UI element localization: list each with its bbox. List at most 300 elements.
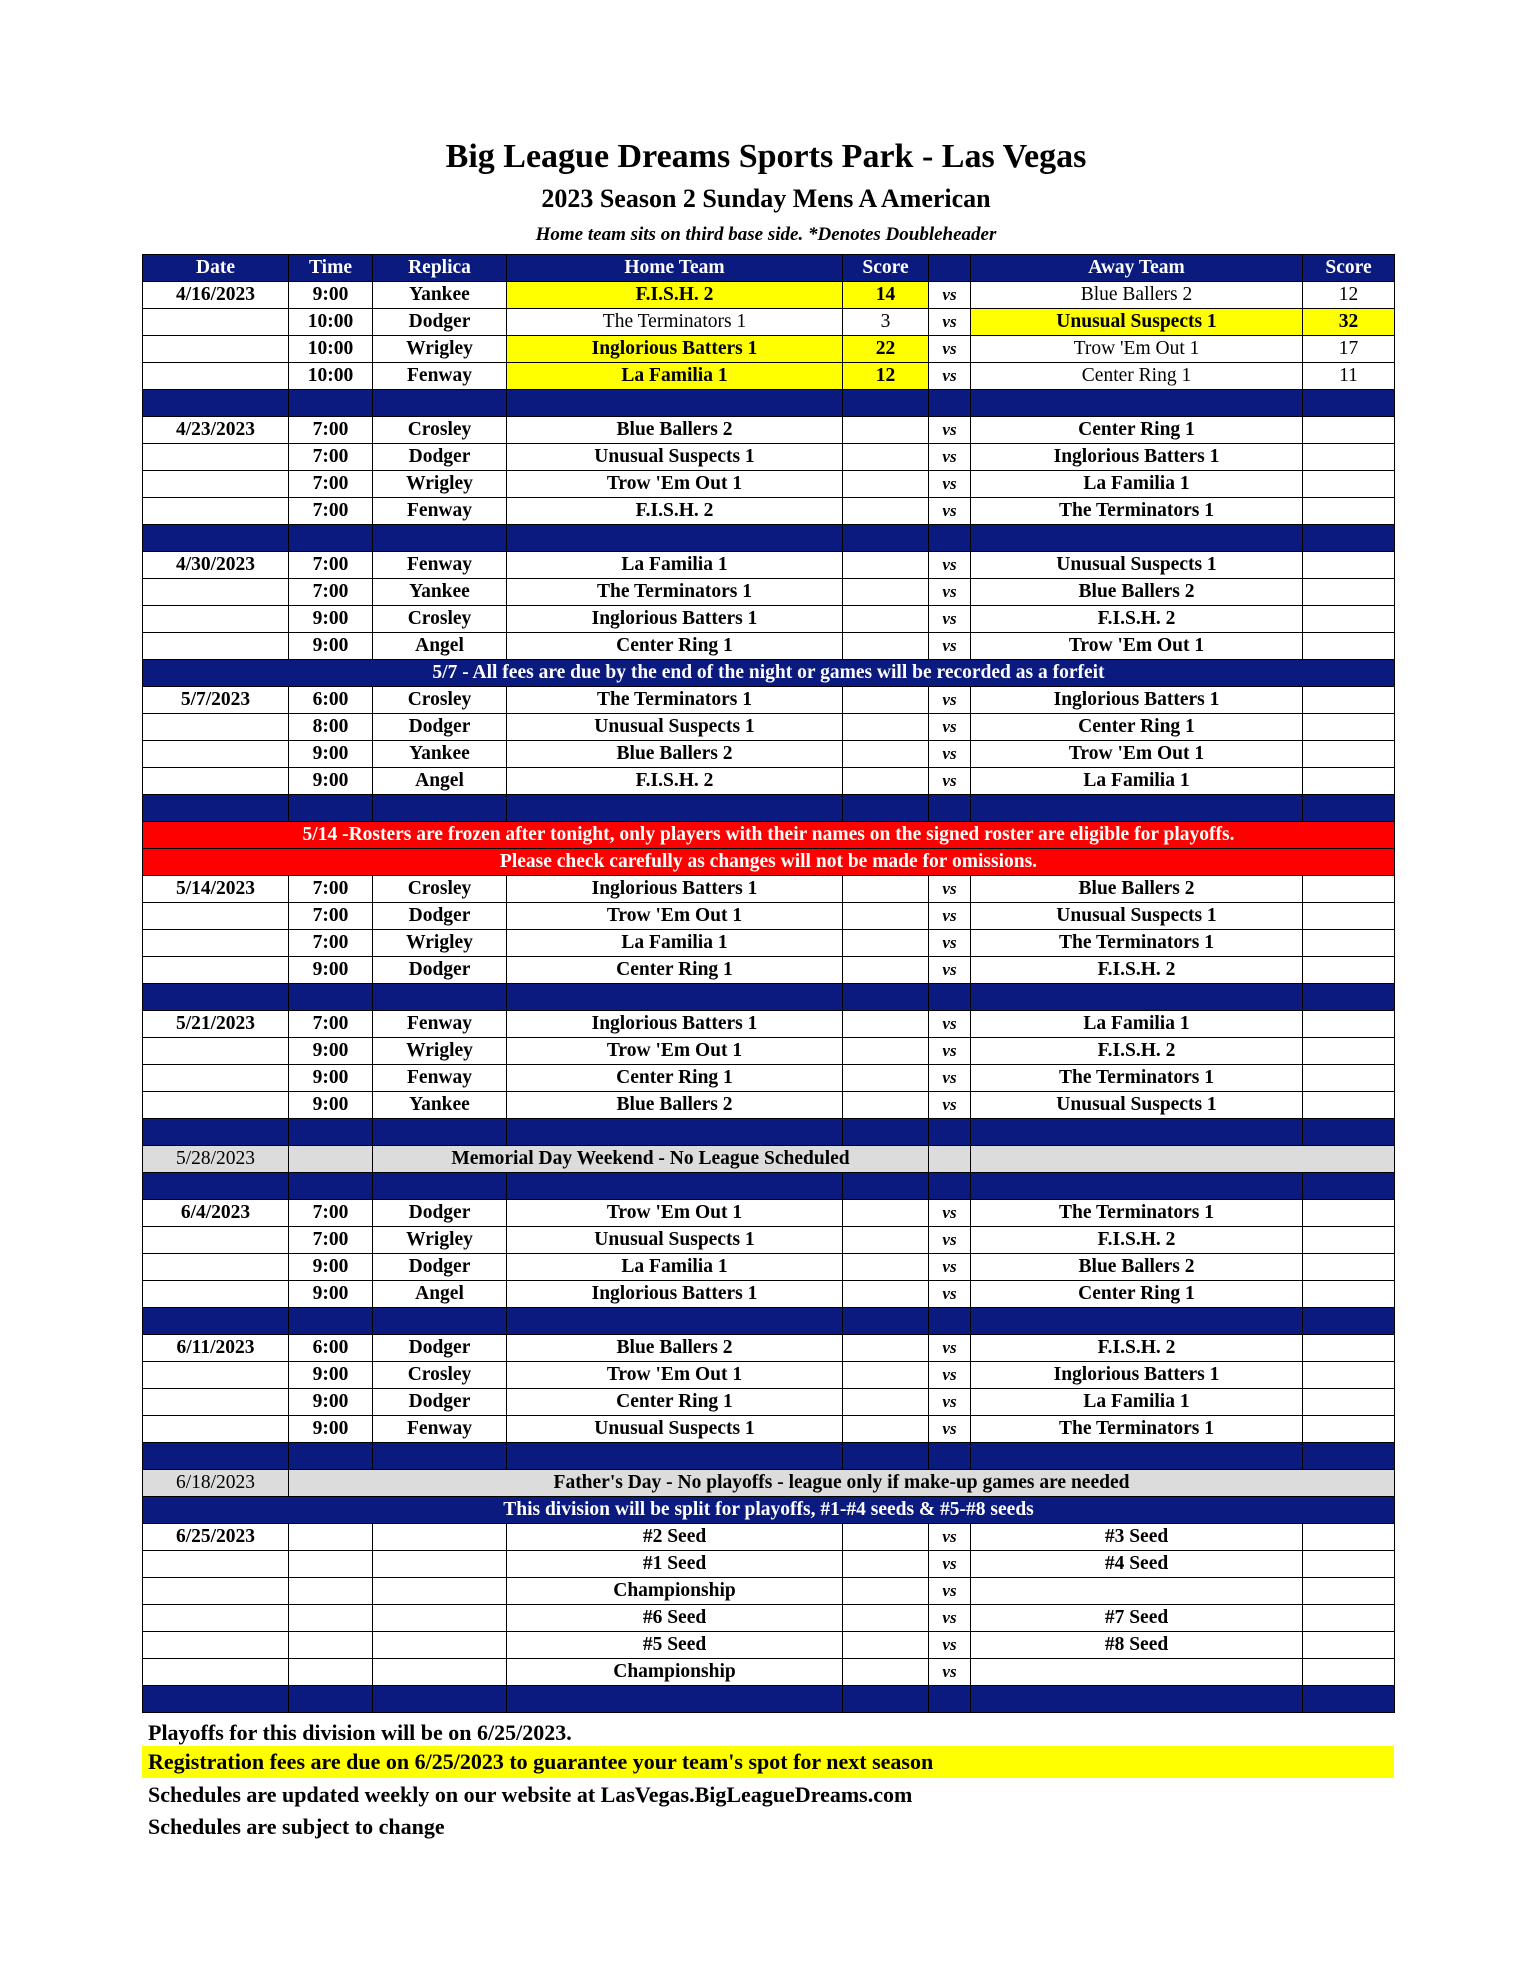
game-date: 5/14/2023 [143, 876, 289, 903]
separator-cell [143, 984, 289, 1011]
game-date [143, 444, 289, 471]
away-score [1303, 1038, 1395, 1065]
separator-cell [289, 1173, 373, 1200]
vs-label: vs [929, 1092, 971, 1119]
home-score [843, 498, 929, 525]
game-replica: Wrigley [373, 336, 507, 363]
home-team: #2 Seed [507, 1524, 843, 1551]
away-team: Trow 'Em Out 1 [971, 741, 1303, 768]
game-replica: Fenway [373, 552, 507, 579]
home-team: Center Ring 1 [507, 633, 843, 660]
game-date [143, 768, 289, 795]
vs-label: vs [929, 1551, 971, 1578]
home-score [843, 741, 929, 768]
home-team: Blue Ballers 2 [507, 1092, 843, 1119]
game-date [143, 1281, 289, 1308]
holiday-row [143, 1470, 1395, 1497]
game-replica: Angel [373, 1281, 507, 1308]
home-team: The Terminators 1 [507, 687, 843, 714]
vs-label: vs [929, 741, 971, 768]
footer-registration-note [142, 1746, 1394, 1778]
game-date [143, 363, 289, 390]
empty-cell [289, 1146, 373, 1173]
week-separator [143, 525, 1395, 552]
game-replica: Crosley [373, 687, 507, 714]
game-date [143, 903, 289, 930]
separator-cell [289, 795, 373, 822]
game-replica [373, 1605, 507, 1632]
vs-label: vs [929, 714, 971, 741]
separator-cell [1303, 525, 1395, 552]
separator-cell [929, 1119, 971, 1146]
separator-cell [929, 1173, 971, 1200]
game-row [143, 957, 1395, 984]
game-replica: Fenway [373, 1065, 507, 1092]
game-time: 9:00 [289, 1416, 373, 1443]
home-score [843, 1335, 929, 1362]
away-score [1303, 741, 1395, 768]
game-time [289, 1605, 373, 1632]
game-time: 6:00 [289, 1335, 373, 1362]
notice-text: 5/7 - All fees are due by the end of the night or games will be recorded as a forfeit [143, 660, 1395, 687]
separator-cell [929, 525, 971, 552]
separator-cell [971, 1119, 1303, 1146]
home-score [843, 633, 929, 660]
away-score [1303, 930, 1395, 957]
home-team: La Familia 1 [507, 1254, 843, 1281]
away-score [1303, 579, 1395, 606]
separator-cell [507, 1173, 843, 1200]
game-time: 9:00 [289, 957, 373, 984]
game-date [143, 1038, 289, 1065]
separator-cell [373, 1119, 507, 1146]
separator-cell [289, 1308, 373, 1335]
game-row [143, 1605, 1395, 1632]
col-header-home-team: Home Team [507, 255, 843, 282]
home-score: 3 [843, 309, 929, 336]
game-date: 5/7/2023 [143, 687, 289, 714]
game-row [143, 579, 1395, 606]
home-score [843, 606, 929, 633]
vs-label: vs [929, 1659, 971, 1686]
game-replica: Dodger [373, 1389, 507, 1416]
week-separator [143, 1119, 1395, 1146]
home-team: F.I.S.H. 2 [507, 282, 843, 309]
roster-warning-text: 5/14 -Rosters are frozen after tonight, only players with their names on the signed roster are eligible for playoffs. [143, 822, 1395, 849]
game-date [143, 957, 289, 984]
away-team: Blue Ballers 2 [971, 1254, 1303, 1281]
game-replica: Yankee [373, 579, 507, 606]
game-time: 9:00 [289, 768, 373, 795]
game-time: 9:00 [289, 1281, 373, 1308]
game-replica [373, 1632, 507, 1659]
away-score [1303, 768, 1395, 795]
separator-cell [843, 1173, 929, 1200]
away-score [1303, 1362, 1395, 1389]
game-time: 7:00 [289, 876, 373, 903]
separator-cell [971, 390, 1303, 417]
game-row [143, 1254, 1395, 1281]
game-time: 9:00 [289, 1065, 373, 1092]
game-row [143, 309, 1395, 336]
game-time: 9:00 [289, 1389, 373, 1416]
game-row [143, 714, 1395, 741]
col-header-date: Date [143, 255, 289, 282]
separator-cell [1303, 984, 1395, 1011]
schedule-body [143, 282, 1395, 1713]
game-row [143, 606, 1395, 633]
game-row [143, 1416, 1395, 1443]
home-team: #6 Seed [507, 1605, 843, 1632]
separator-cell [373, 1443, 507, 1470]
game-replica [373, 1659, 507, 1686]
game-replica: Fenway [373, 498, 507, 525]
away-team: Trow 'Em Out 1 [971, 336, 1303, 363]
home-score [843, 417, 929, 444]
home-team: Inglorious Batters 1 [507, 1281, 843, 1308]
vs-label: vs [929, 1605, 971, 1632]
game-time: 9:00 [289, 633, 373, 660]
away-team [971, 1659, 1303, 1686]
separator-cell [929, 1686, 971, 1713]
separator-cell [289, 390, 373, 417]
home-team: The Terminators 1 [507, 309, 843, 336]
game-time: 7:00 [289, 444, 373, 471]
away-score [1303, 1416, 1395, 1443]
home-team: Inglorious Batters 1 [507, 876, 843, 903]
game-time: 9:00 [289, 1038, 373, 1065]
away-team: Center Ring 1 [971, 363, 1303, 390]
separator-cell [843, 1119, 929, 1146]
away-team: Center Ring 1 [971, 1281, 1303, 1308]
away-score [1303, 1254, 1395, 1281]
week-separator [143, 984, 1395, 1011]
game-time [289, 1659, 373, 1686]
game-replica: Crosley [373, 876, 507, 903]
game-time: 9:00 [289, 1362, 373, 1389]
home-score [843, 687, 929, 714]
separator-cell [373, 984, 507, 1011]
vs-label: vs [929, 1389, 971, 1416]
separator-cell [373, 1686, 507, 1713]
separator-cell [971, 1443, 1303, 1470]
home-team: Inglorious Batters 1 [507, 336, 843, 363]
separator-cell [507, 525, 843, 552]
game-date [143, 1254, 289, 1281]
game-date [143, 471, 289, 498]
away-team: Unusual Suspects 1 [971, 1092, 1303, 1119]
game-date: 6/4/2023 [143, 1200, 289, 1227]
game-replica: Yankee [373, 1092, 507, 1119]
separator-cell [507, 795, 843, 822]
empty-cell [929, 1146, 971, 1173]
away-team: The Terminators 1 [971, 930, 1303, 957]
vs-label: vs [929, 903, 971, 930]
away-score [1303, 714, 1395, 741]
away-score [1303, 1605, 1395, 1632]
separator-cell [289, 1686, 373, 1713]
game-replica: Dodger [373, 1200, 507, 1227]
separator-cell [143, 1443, 289, 1470]
holiday-row [143, 1146, 1395, 1173]
footer-change-text: Schedules are subject to change [148, 1814, 445, 1839]
vs-label: vs [929, 1632, 971, 1659]
home-score [843, 471, 929, 498]
vs-label: vs [929, 444, 971, 471]
separator-cell [843, 1308, 929, 1335]
page-title: Big League Dreams Sports Park - Las Vegas [445, 138, 1087, 175]
game-time: 10:00 [289, 363, 373, 390]
vs-label: vs [929, 282, 971, 309]
separator-cell [373, 1173, 507, 1200]
home-score [843, 1605, 929, 1632]
away-team: Center Ring 1 [971, 714, 1303, 741]
away-team: Trow 'Em Out 1 [971, 633, 1303, 660]
holiday-text: Memorial Day Weekend - No League Scheduled [373, 1146, 929, 1173]
away-score [1303, 1227, 1395, 1254]
home-score [843, 1578, 929, 1605]
game-replica: Dodger [373, 1254, 507, 1281]
away-team: #4 Seed [971, 1551, 1303, 1578]
game-row [143, 1578, 1395, 1605]
home-score [843, 1227, 929, 1254]
game-date [143, 1227, 289, 1254]
home-team: Inglorious Batters 1 [507, 1011, 843, 1038]
home-team: La Familia 1 [507, 363, 843, 390]
home-team: Trow 'Em Out 1 [507, 471, 843, 498]
away-score: 11 [1303, 363, 1395, 390]
away-team: Blue Ballers 2 [971, 876, 1303, 903]
roster-warning-row [143, 822, 1395, 849]
vs-label: vs [929, 1011, 971, 1038]
game-time: 9:00 [289, 1254, 373, 1281]
game-time: 9:00 [289, 1092, 373, 1119]
home-team: Unusual Suspects 1 [507, 714, 843, 741]
vs-label: vs [929, 1335, 971, 1362]
separator-cell [373, 1308, 507, 1335]
game-row [143, 1362, 1395, 1389]
vs-label: vs [929, 768, 971, 795]
separator-cell [143, 795, 289, 822]
away-score [1303, 1659, 1395, 1686]
home-team: Unusual Suspects 1 [507, 444, 843, 471]
game-row [143, 1092, 1395, 1119]
home-score [843, 1038, 929, 1065]
roster-warning-text: Please check carefully as changes will not be made for omissions. [143, 849, 1395, 876]
game-date: 6/11/2023 [143, 1335, 289, 1362]
away-team: Inglorious Batters 1 [971, 687, 1303, 714]
game-row [143, 930, 1395, 957]
separator-cell [971, 984, 1303, 1011]
separator-cell [1303, 1119, 1395, 1146]
vs-label: vs [929, 1524, 971, 1551]
game-date [143, 309, 289, 336]
game-time: 7:00 [289, 579, 373, 606]
game-time: 7:00 [289, 471, 373, 498]
away-score: 12 [1303, 282, 1395, 309]
separator-cell [843, 1686, 929, 1713]
game-replica: Crosley [373, 606, 507, 633]
game-time: 9:00 [289, 741, 373, 768]
separator-cell [507, 1443, 843, 1470]
vs-label: vs [929, 471, 971, 498]
game-replica: Dodger [373, 444, 507, 471]
game-replica: Dodger [373, 1335, 507, 1362]
separator-cell [1303, 1443, 1395, 1470]
away-team: Inglorious Batters 1 [971, 1362, 1303, 1389]
home-score [843, 876, 929, 903]
away-score [1303, 876, 1395, 903]
game-row [143, 1227, 1395, 1254]
footer-website-text: Schedules are updated weekly on our website at LasVegas.BigLeagueDreams.com [148, 1782, 913, 1807]
game-row [143, 1659, 1395, 1686]
away-score [1303, 417, 1395, 444]
separator-cell [289, 1443, 373, 1470]
vs-label: vs [929, 1227, 971, 1254]
away-score [1303, 1065, 1395, 1092]
away-team: The Terminators 1 [971, 1416, 1303, 1443]
away-team: Unusual Suspects 1 [971, 309, 1303, 336]
home-team: F.I.S.H. 2 [507, 768, 843, 795]
game-row [143, 1389, 1395, 1416]
away-team: #7 Seed [971, 1605, 1303, 1632]
game-row [143, 1011, 1395, 1038]
separator-cell [843, 390, 929, 417]
notice-row [143, 1497, 1395, 1524]
separator-cell [929, 1443, 971, 1470]
game-time: 7:00 [289, 1200, 373, 1227]
game-date [143, 606, 289, 633]
away-team: La Familia 1 [971, 768, 1303, 795]
game-date [143, 1659, 289, 1686]
game-row [143, 444, 1395, 471]
game-time: 9:00 [289, 606, 373, 633]
week-separator [143, 795, 1395, 822]
home-score [843, 1011, 929, 1038]
away-score [1303, 606, 1395, 633]
game-replica: Wrigley [373, 930, 507, 957]
game-row [143, 471, 1395, 498]
game-date [143, 336, 289, 363]
game-replica: Wrigley [373, 1038, 507, 1065]
away-score [1303, 957, 1395, 984]
vs-label: vs [929, 687, 971, 714]
game-time: 7:00 [289, 903, 373, 930]
vs-label: vs [929, 1038, 971, 1065]
separator-cell [843, 984, 929, 1011]
footer-registration-text: Registration fees are due on 6/25/2023 to guarantee your team's spot for next season [148, 1749, 934, 1774]
separator-cell [1303, 795, 1395, 822]
separator-cell [843, 795, 929, 822]
home-team: La Familia 1 [507, 930, 843, 957]
game-row [143, 1038, 1395, 1065]
notice-row [143, 660, 1395, 687]
vs-label: vs [929, 957, 971, 984]
away-team: The Terminators 1 [971, 1065, 1303, 1092]
game-replica: Wrigley [373, 471, 507, 498]
vs-label: vs [929, 1254, 971, 1281]
away-team: F.I.S.H. 2 [971, 1227, 1303, 1254]
game-row [143, 741, 1395, 768]
week-separator [143, 1173, 1395, 1200]
game-time: 10:00 [289, 336, 373, 363]
game-replica: Dodger [373, 903, 507, 930]
separator-cell [929, 795, 971, 822]
separator-cell [1303, 390, 1395, 417]
away-team: Center Ring 1 [971, 417, 1303, 444]
game-replica [373, 1524, 507, 1551]
game-date [143, 1551, 289, 1578]
separator-cell [929, 390, 971, 417]
separator-cell [289, 984, 373, 1011]
separator-cell [373, 525, 507, 552]
game-replica: Dodger [373, 714, 507, 741]
game-row [143, 1281, 1395, 1308]
game-row [143, 903, 1395, 930]
home-score [843, 1524, 929, 1551]
away-score [1303, 1281, 1395, 1308]
away-team: Unusual Suspects 1 [971, 903, 1303, 930]
separator-cell [971, 1173, 1303, 1200]
game-row [143, 768, 1395, 795]
away-team: Unusual Suspects 1 [971, 552, 1303, 579]
away-score [1303, 687, 1395, 714]
game-time: 7:00 [289, 552, 373, 579]
separator-cell [143, 525, 289, 552]
home-score [843, 903, 929, 930]
game-date [143, 1065, 289, 1092]
home-team: Blue Ballers 2 [507, 1335, 843, 1362]
away-score: 17 [1303, 336, 1395, 363]
home-team: F.I.S.H. 2 [507, 498, 843, 525]
home-team: Trow 'Em Out 1 [507, 1038, 843, 1065]
game-row [143, 687, 1395, 714]
separator-cell [507, 390, 843, 417]
vs-label: vs [929, 336, 971, 363]
game-row [143, 1524, 1395, 1551]
away-score: 32 [1303, 309, 1395, 336]
table-header [143, 255, 1395, 282]
game-time: 7:00 [289, 1227, 373, 1254]
week-separator [143, 1443, 1395, 1470]
away-score [1303, 1524, 1395, 1551]
away-score [1303, 552, 1395, 579]
week-separator [143, 390, 1395, 417]
separator-cell [507, 984, 843, 1011]
home-team: #5 Seed [507, 1632, 843, 1659]
separator-cell [289, 1119, 373, 1146]
home-team: Trow 'Em Out 1 [507, 1362, 843, 1389]
game-row [143, 336, 1395, 363]
separator-cell [971, 525, 1303, 552]
separator-cell [971, 1308, 1303, 1335]
game-date [143, 930, 289, 957]
home-team: Center Ring 1 [507, 1389, 843, 1416]
home-score [843, 1551, 929, 1578]
game-time [289, 1524, 373, 1551]
separator-cell [507, 1308, 843, 1335]
home-score [843, 1632, 929, 1659]
home-score: 22 [843, 336, 929, 363]
away-score [1303, 1632, 1395, 1659]
game-time: 8:00 [289, 714, 373, 741]
home-score [843, 1254, 929, 1281]
home-team: Blue Ballers 2 [507, 417, 843, 444]
game-replica [373, 1578, 507, 1605]
home-team: Trow 'Em Out 1 [507, 1200, 843, 1227]
away-score [1303, 444, 1395, 471]
home-score [843, 768, 929, 795]
